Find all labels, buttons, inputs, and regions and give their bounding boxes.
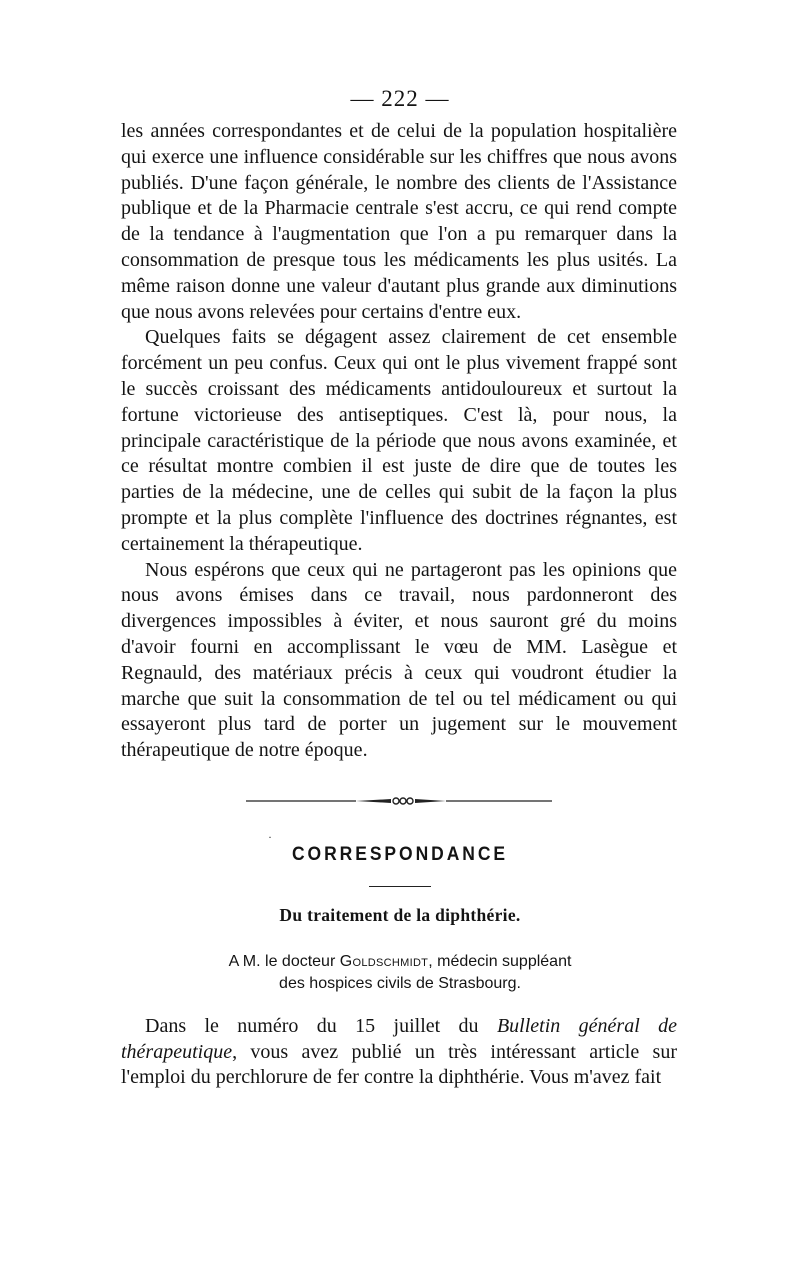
ornamental-divider [246, 796, 552, 806]
letter-text-start: Dans le numéro du 15 juillet du [145, 1015, 497, 1037]
main-text [121, 119, 677, 764]
section-heading: CORRESPONDANCE [291, 844, 509, 865]
letter-title: Du traitement de la diphthérie. [279, 905, 521, 925]
letter-address [0, 951, 800, 995]
paragraph-2: Quelques faits se dégagent assez clairement de cet ensemble forcément un peu confus. Ceux qui ont le plus vivement frappé sont le succès croissant des médicaments antidouloureux et surtout la fortune victorieuse des antiseptiques. C'est là, pour nous, la principale caractéristique de la période que nous avons examinée, et ce résultat montre combien il est juste de dire que de toutes les parties de la médecine, une de celles qui subit de la façon la plus prompte et la plus complète l'influence des doctrines régnantes, est certainement la thérapeutique. [121, 326, 677, 555]
address-suffix: , médecin suppléant [428, 953, 572, 970]
heading-rule [369, 886, 431, 887]
letter-paragraph [121, 1014, 677, 1091]
address-line-2: des hospices civils de Strasbourg. [279, 975, 521, 992]
print-speck: · [268, 830, 272, 844]
paragraph-3: Nous espérons que ceux qui ne partageront pas les opinions que nous avons émises dans ce travail, nous pardonneront des divergences impossibles à éviter, et nous sauront gré du moins d'avoir fourni en accomplissant le vœu de MM. Lasègue et Regnauld, des matériaux précis à ceux qui voudront étudier la marche que suit la consommation de tel ou tel médicament ou qui essayeront plus tard de porter un jugement sur le mouvement thérapeutique de notre époque. [121, 558, 677, 762]
address-line-1 [0, 951, 800, 973]
letter-body [121, 1014, 677, 1091]
paragraph-1: les années correspondantes et de celui de la population hospitalière qui exerce une influence considérable sur les chiffres que nous avons publiés. D'une façon générale, le nombre des clients de l'Assistance publique et de la Pharmacie centrale s'est accru, ce qui rend compte de la tendance à l'augmentation que l'on a pu remarquer dans la consommation de presque tous les médicaments les plus usités. La même raison donne une valeur d'autant plus grande aux diminutions que nous avons relevées pour certains d'entre eux. [121, 120, 677, 323]
letter-text-end: , vous avez publié un très intéressant article sur l'emploi du perchlorure de fer contre la diphthérie. Vous m'avez fait [121, 1040, 677, 1089]
address-name: Goldschmidt [339, 953, 429, 970]
address-prefix: A M. le docteur [228, 953, 340, 970]
page-number: — 222 — [350, 86, 450, 111]
journal-title: Bulletin général de thérapeutique [121, 1015, 678, 1063]
